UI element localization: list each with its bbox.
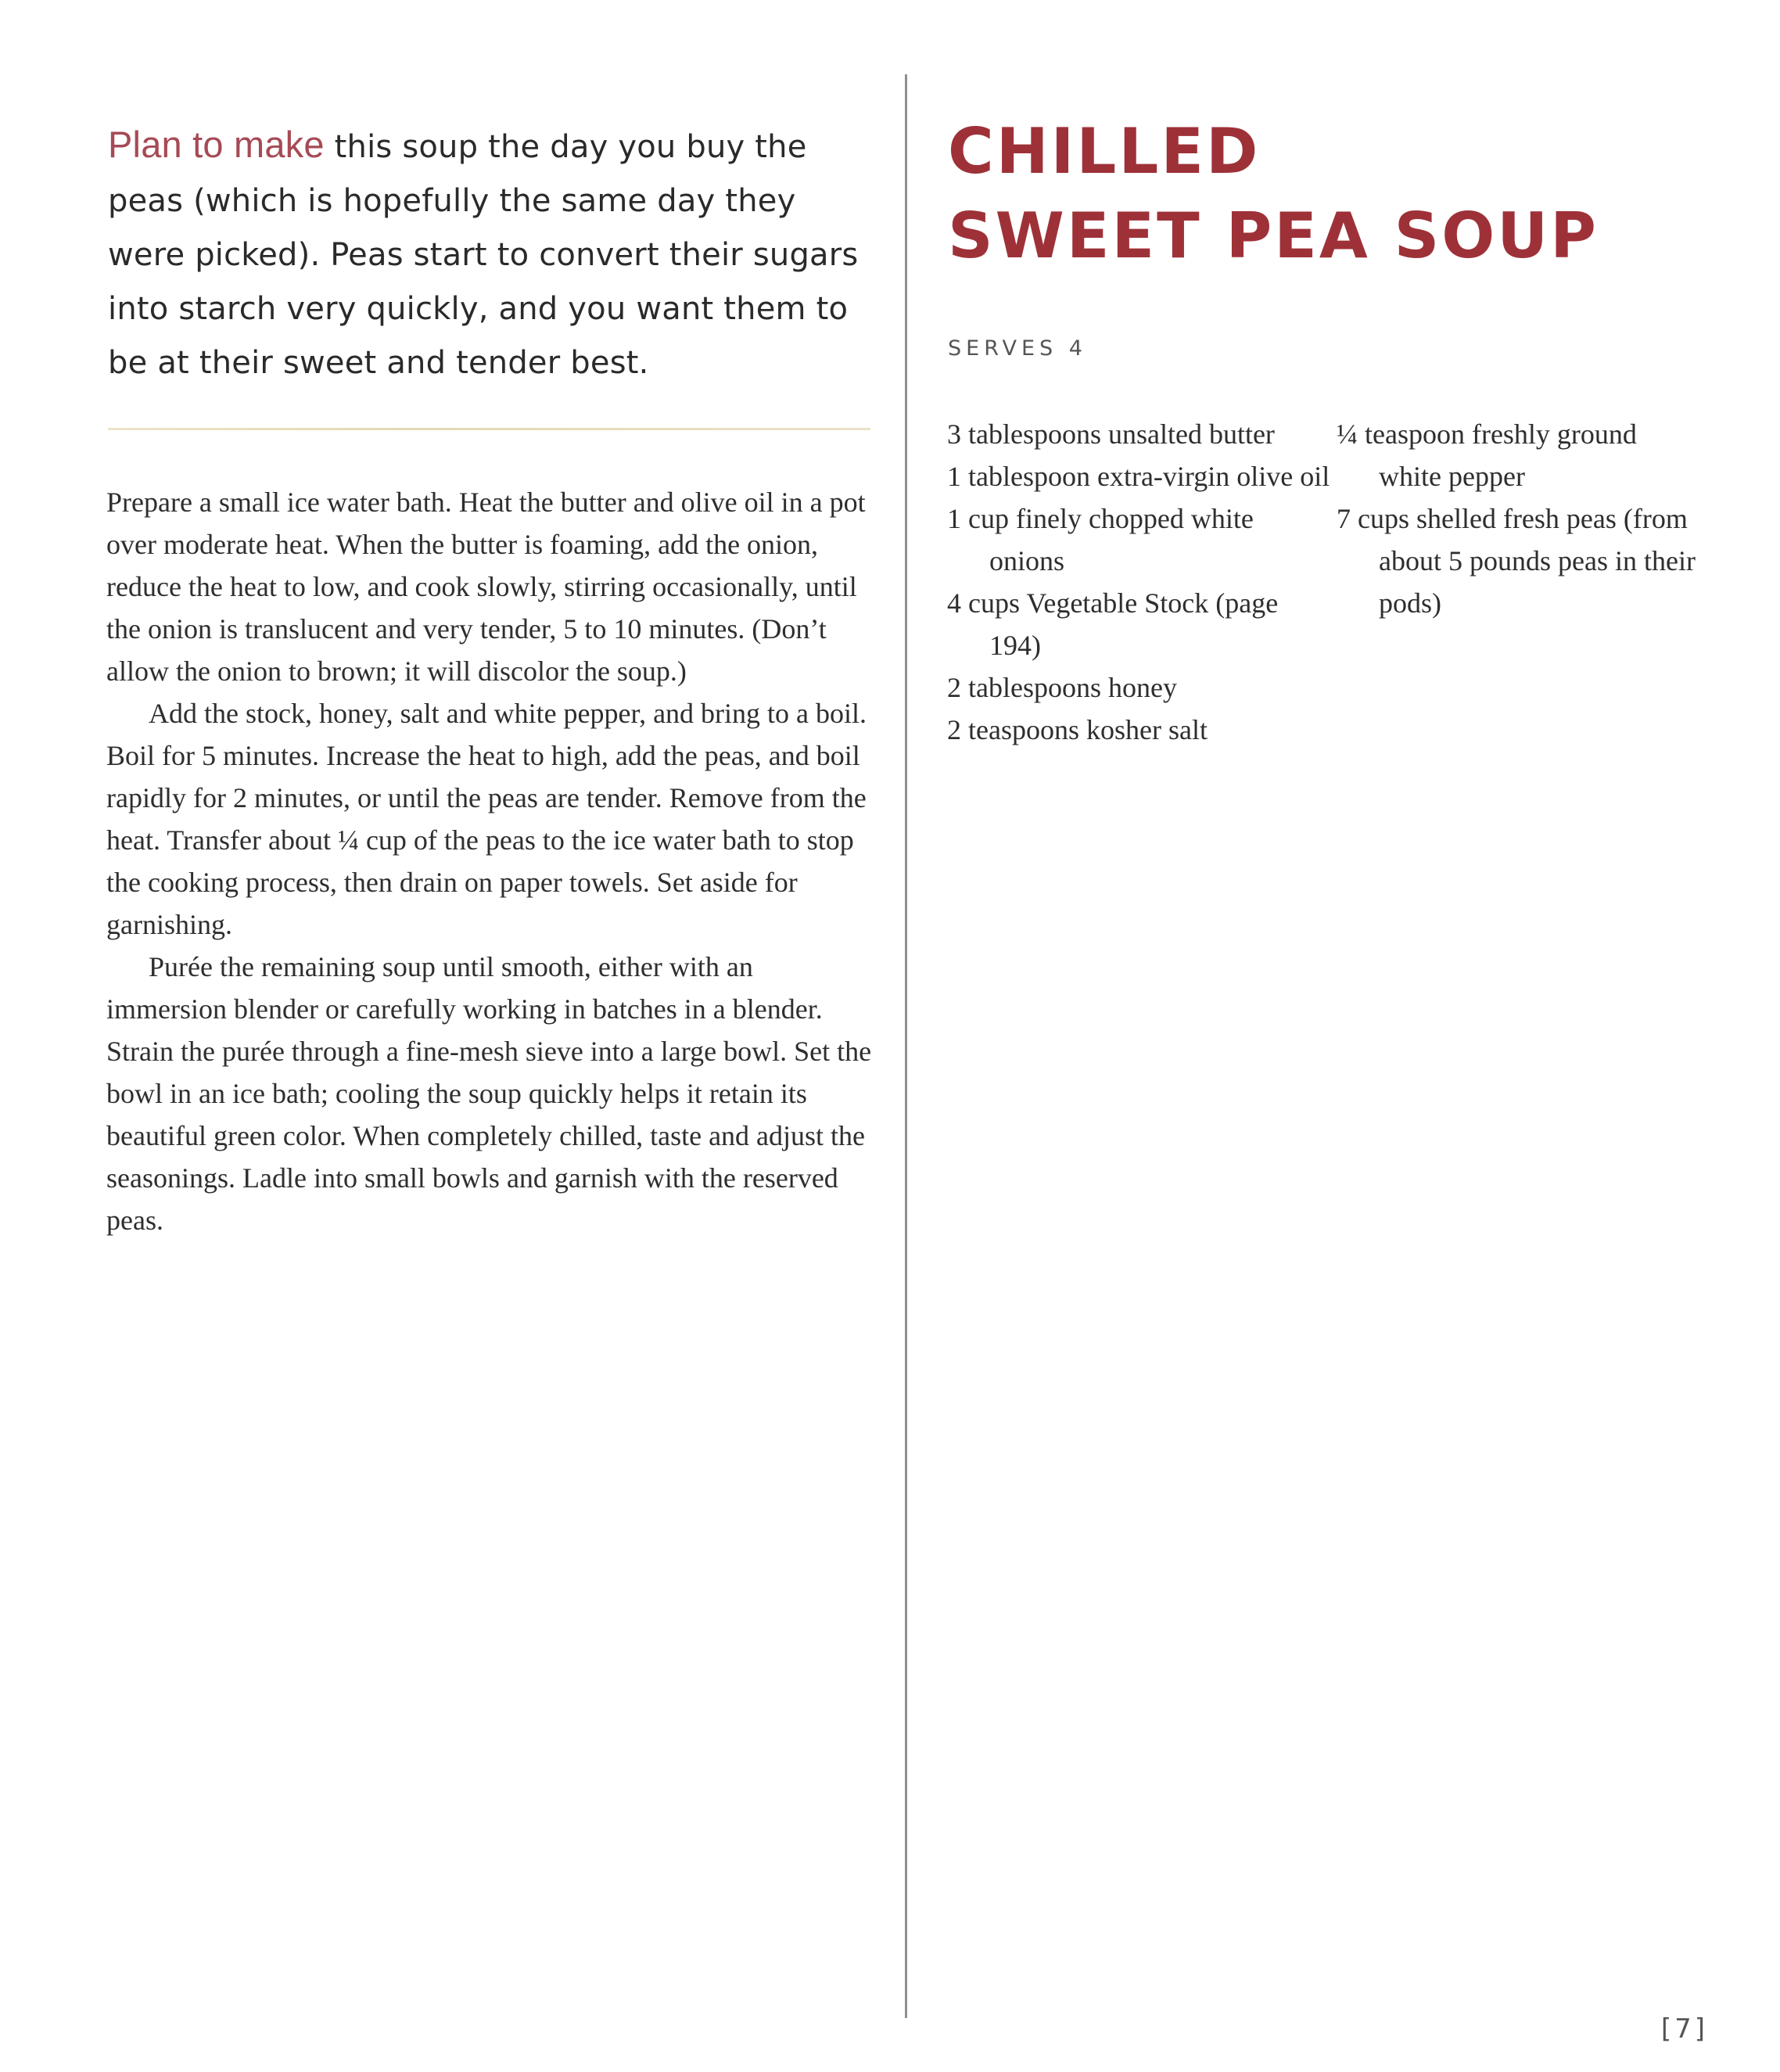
ingredient-item: 1 tablespoon extra-virgin olive oil: [947, 461, 1330, 492]
section-divider: [108, 428, 870, 430]
method-step-2: Add the stock, honey, salt and white pepper, and bring to a boil. Boil for 5 minutes. Increase the heat to high, add the peas, and boil rapidly for 2 minutes, or until the peas are tender. Remove from the heat. Transfer about ¼ cup of the peas to the ice water bath to stop the cooking process, then drain on paper towels. Set aside for garnishing.: [106, 698, 867, 940]
ingredient-item: 4 cups Vegetable Stock (page 194): [947, 587, 1279, 661]
intro-paragraph: [108, 117, 874, 390]
intro-lead: Plan to make: [108, 124, 325, 165]
column-divider: [905, 74, 907, 2018]
ingredients-list-left: [947, 413, 1330, 751]
recipe-title-line-2: SWEET PEA SOUP: [948, 199, 1599, 272]
recipe-title: [948, 110, 1730, 278]
serves-label: SERVES 4: [948, 336, 1087, 361]
ingredient-item: 1 cup finely chopped white onions: [947, 503, 1254, 576]
recipe-title-line-1: CHILLED: [948, 115, 1261, 188]
ingredient-item: 2 tablespoons honey: [947, 672, 1177, 703]
page-number: [7]: [1660, 2013, 1708, 2045]
method-step-1: Prepare a small ice water bath. Heat the butter and olive oil in a pot over moderate heat. When the butter is foaming, add the onion, reduce the heat to low, and cook slowly, stirring occasionally, until the onion is translucent and very tender, 5 to 10 minutes. (Don’t allow the onion to brown; it will discolor the soup.): [106, 487, 866, 687]
intro-text: this soup the day you buy the peas (which is hopefully the same day they were picked). Peas start to convert their sugars into starch very quickly, and you want them to be at their sweet and tender best.: [108, 129, 859, 381]
ingredient-item: ¼ teaspoon freshly ground white pepper: [1337, 418, 1637, 492]
ingredient-item: 7 cups shelled fresh peas (from about 5 pounds peas in their pods): [1337, 503, 1696, 619]
method-section: [106, 481, 873, 1241]
ingredient-item: 3 tablespoons unsalted butter: [947, 418, 1275, 450]
ingredients-list-right: [1337, 413, 1704, 624]
method-step-3: Purée the remaining soup until smooth, either with an immersion blender or carefully working in batches in a blender. Strain the purée through a fine-mesh sieve into a large bowl. Set the bowl in an ice bath; cooling the soup quickly helps it retain its beautiful green color. When completely chilled, taste and adjust the seasonings. Ladle into small bowls and garnish with the reserved peas.: [106, 951, 872, 1236]
ingredient-item: 2 teaspoons kosher salt: [947, 714, 1208, 745]
